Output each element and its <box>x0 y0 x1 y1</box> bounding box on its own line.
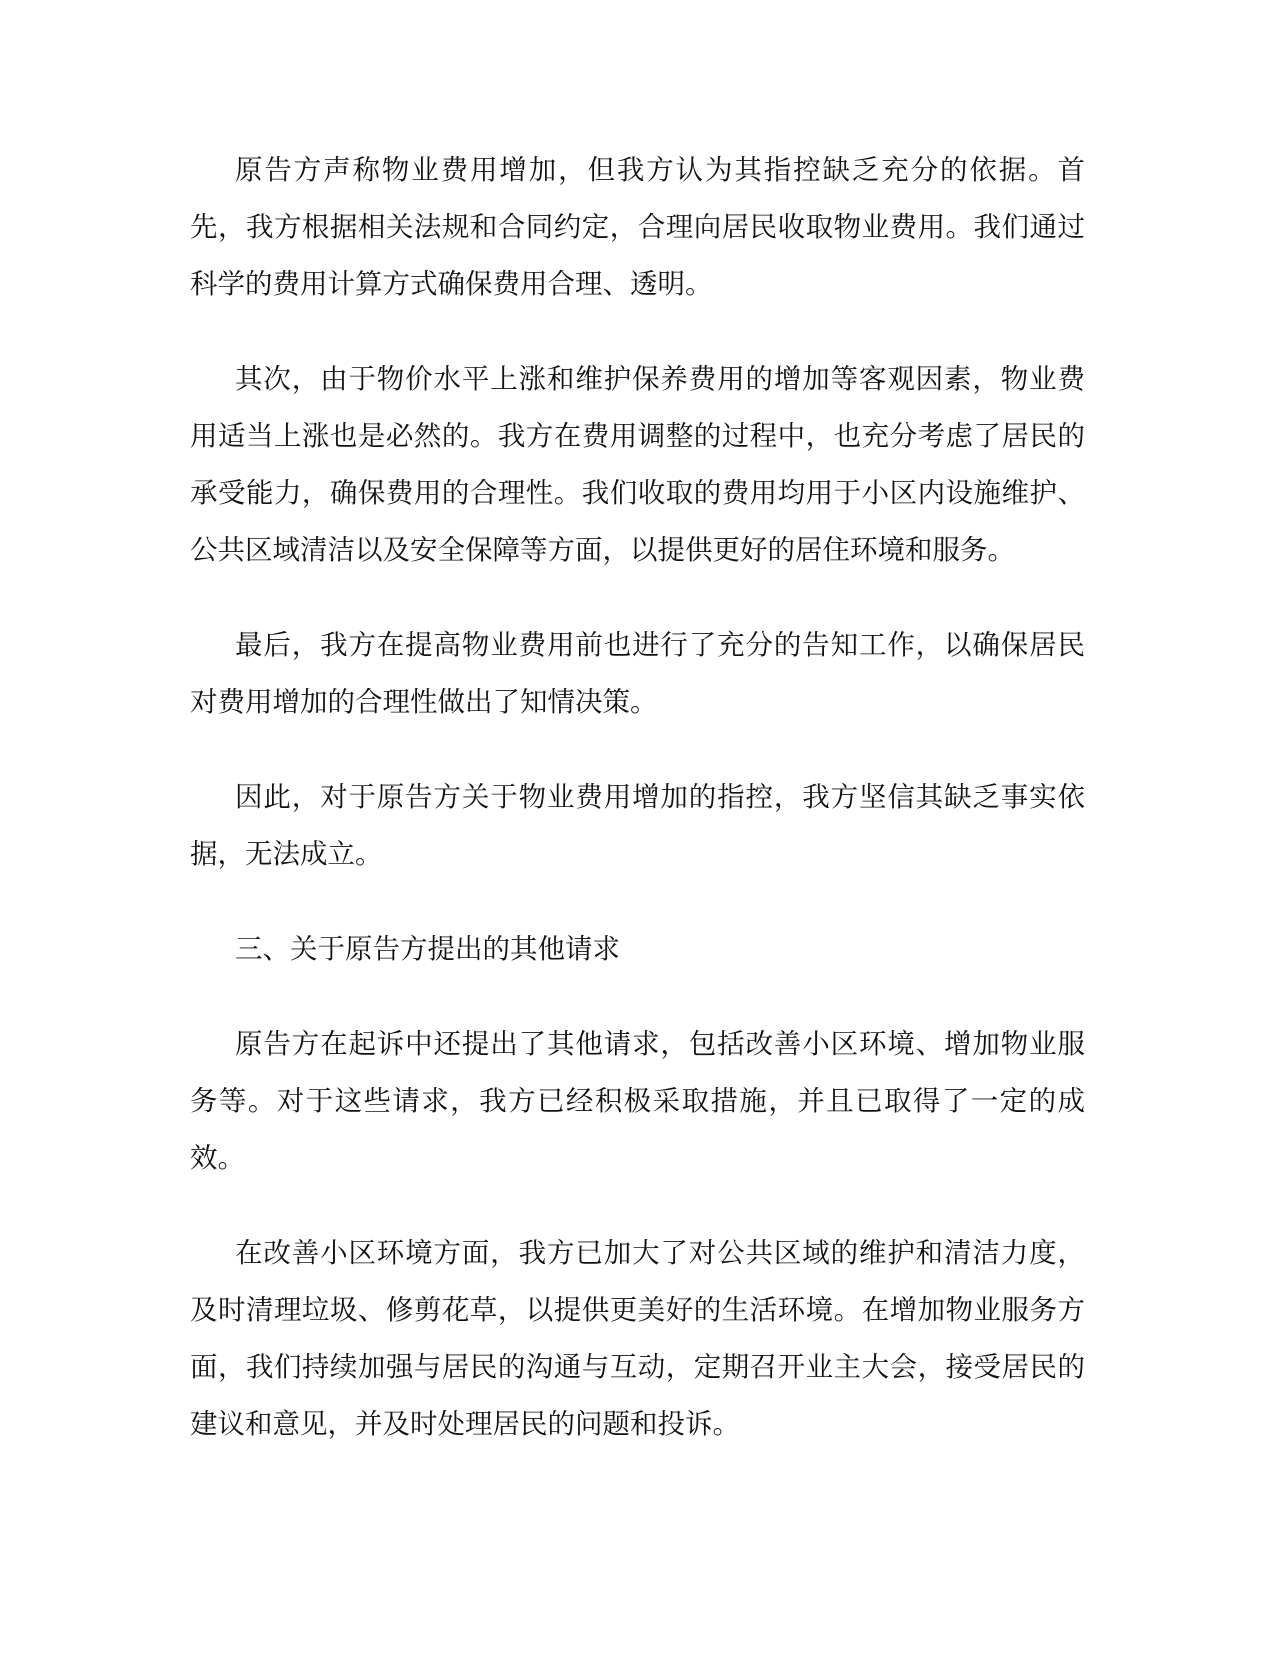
paragraph-environment-service: 在改善小区环境方面，我方已加大了对公共区域的维护和清洁力度，及时清理垃圾、修剪花草，以提供更美好的生活环境。在增加物业服务方面，我们持续加强与居民的沟通与互动，定期召开业主大会，接受居民的建议和意见，并及时处理居民的问题和投诉。 <box>190 1237 1085 1440</box>
paragraph-price-rise-reasons: 其次，由于物价水平上涨和维护保养费用的增加等客观因素，物业费用适当上涨也是必然的。我方在费用调整的过程中，也充分考虑了居民的承受能力，确保费用的合理性。我们收取的费用均用于小区内设施维护、公共区域清洁以及安全保障等方面，以提供更好的居住环境和服务。 <box>190 363 1085 566</box>
document-body <box>190 142 1085 1491</box>
paragraph-fee-increase-basis: 原告方声称物业费用增加，但我方认为其指控缺乏充分的依据。首先，我方根据相关法规和合同约定，合理向居民收取物业费用。我们通过科学的费用计算方式确保费用合理、透明。 <box>190 154 1085 300</box>
paragraph-conclusion: 因此，对于原告方关于物业费用增加的指控，我方坚信其缺乏事实依据，无法成立。 <box>190 781 1085 870</box>
section-heading-other-requests: 三、关于原告方提出的其他请求 <box>235 933 620 965</box>
paragraph-prior-notice: 最后，我方在提高物业费用前也进行了充分的告知工作，以确保居民对费用增加的合理性做出了知情决策。 <box>190 629 1085 718</box>
paragraph-other-requests: 原告方在起诉中还提出了其他请求，包括改善小区环境、增加物业服务等。对于这些请求，我方已经积极采取措施，并且已取得了一定的成效。 <box>190 1028 1085 1174</box>
